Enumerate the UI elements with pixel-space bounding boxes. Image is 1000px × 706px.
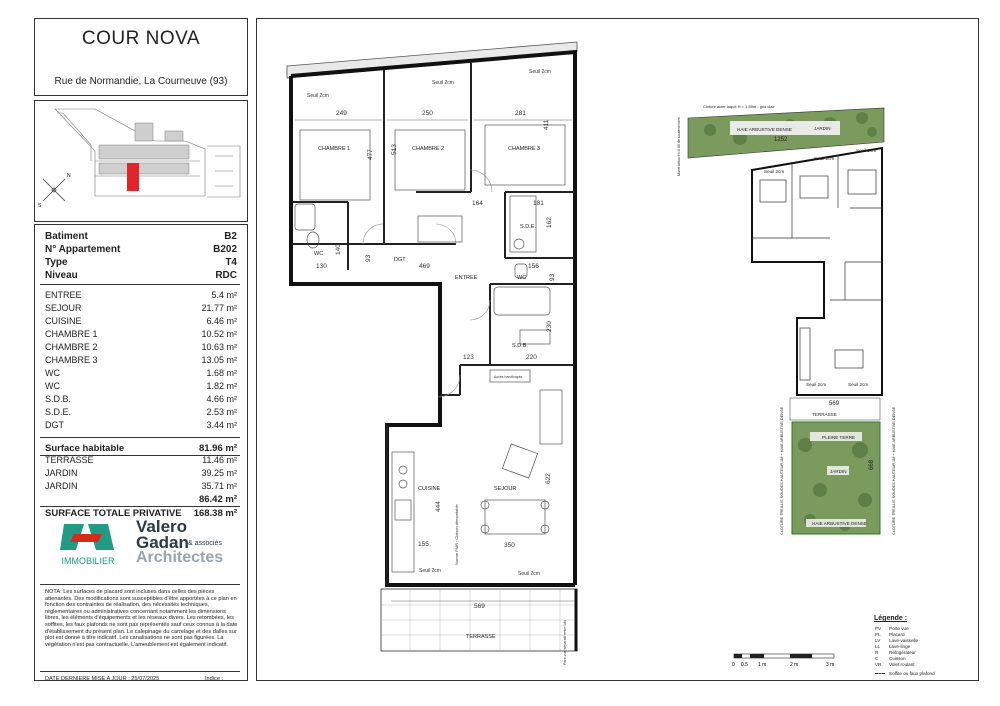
legend-title: Légende : xyxy=(874,615,908,622)
overview-side-right: CLOTURE TREILLIS SOUDES HAUTEUR 1M + HAIE ARBUSTIVE DENSE xyxy=(892,406,896,535)
svg-text:123: 123 xyxy=(463,354,474,361)
svg-text:Seuil 2cm: Seuil 2cm xyxy=(518,571,540,577)
legend-item: LV Lave-vaisselle xyxy=(875,638,919,643)
overview-dim-569: 569 xyxy=(829,401,840,407)
room-row: S.D.E. 2.53 m² xyxy=(45,407,237,417)
svg-text:230: 230 xyxy=(546,321,553,332)
svg-text:93: 93 xyxy=(549,273,556,281)
overview-muret-note: Muret béton H=0.60 de soutènement xyxy=(677,117,681,176)
overview-jardin-bottom: JARDIN xyxy=(830,469,847,474)
svg-text:622: 622 xyxy=(545,473,552,484)
label-cuisine: CUISINE xyxy=(418,486,441,492)
info-batiment: Batiment B2 xyxy=(45,231,237,242)
architect-logo-assoc: & associés xyxy=(188,540,222,547)
overview-top-note: Clôture acier laqué H = 1.50m - gris clair xyxy=(703,104,775,109)
svg-text:130: 130 xyxy=(316,263,327,270)
surface-totale: SURFACE TOTALE PRIVATIVE 168.38 m² xyxy=(45,508,237,519)
label-sde: S.D.E. xyxy=(520,224,536,230)
legend-item: C Cuisson xyxy=(875,656,906,661)
indice-label: Indice : xyxy=(205,676,224,682)
label-wc-2: WC xyxy=(517,275,527,281)
overview-pleine-terre: PLEINE TERRE xyxy=(822,435,856,440)
room-row: DGT 3.44 m² xyxy=(45,420,237,430)
svg-text:0.5: 0.5 xyxy=(741,662,748,668)
svg-text:569: 569 xyxy=(474,603,485,610)
legend-item: VR Volet roulant xyxy=(875,662,915,667)
site-plan xyxy=(35,101,247,221)
svg-text:350: 350 xyxy=(504,542,515,549)
overview-dim-668: 668 xyxy=(869,459,875,470)
update-date: DATE DERNIERE MISE A JOUR : 25/07/2025 xyxy=(45,676,160,682)
room-row: ENTREE 5.4 m² xyxy=(45,290,237,300)
acces-handicapes-label: Accès handicapés xyxy=(494,375,523,379)
exterior-row: TERRASSE 11.46 m² xyxy=(45,455,237,465)
room-row: CUISINE 6.46 m² xyxy=(45,316,237,326)
svg-text:156: 156 xyxy=(528,263,539,270)
overview-seuil-5: Seuil 2cm xyxy=(848,382,869,387)
overview-terrasse: TERRASSE xyxy=(812,412,837,417)
svg-text:3 m: 3 m xyxy=(826,662,835,668)
pmr-note: Norme PMR : Cloison démontable xyxy=(454,504,459,565)
overview-plan xyxy=(665,95,905,550)
svg-text:Seuil 2cm: Seuil 2cm xyxy=(307,93,329,99)
surface-habitable: Surface habitable 81.96 m² xyxy=(45,443,237,454)
svg-text:181: 181 xyxy=(533,200,544,207)
label-entree: ENTREE xyxy=(455,275,478,281)
overview-dim-top: 1252 xyxy=(774,137,788,143)
svg-text:164: 164 xyxy=(472,200,483,207)
svg-text:2 m: 2 m xyxy=(790,662,799,668)
svg-text:250: 250 xyxy=(422,110,433,117)
info-appartement: N° Appartement B202 xyxy=(45,244,237,255)
svg-text:444: 444 xyxy=(435,501,442,512)
svg-text:0: 0 xyxy=(732,662,735,668)
nota-text: NOTA: Les surfaces de placard sont incluses dans celles des pièces attenantes. Des modifications sont susceptibles d'être apportées à ce plan en fonction des contraintes de réalisation, des nécessités techniques, réglementaires ou administratives concernant notamment les dimensions libres, les éléments d'équipements et les réseaux divers. Les retombées, les soffites, les faux plafonds ne sont pas représentés sauf ceux connus à la date d'établissement du présent plan. Le calepinage du carrelage et des dalles sur plot est donné à titre indicatif. Les canalisations ne sont pas figurées. La végétation n'est pas contractuelle. L'ameublement est également indicatif. xyxy=(45,589,238,648)
svg-text:93: 93 xyxy=(365,254,372,262)
overview-haie-bottom: HAIE ARBUSTIVE DENSE xyxy=(812,521,867,526)
svg-text:162: 162 xyxy=(546,217,553,228)
svg-text:Seuil 2cm: Seuil 2cm xyxy=(529,69,551,75)
room-row: CHAMBRE 2 10.63 m² xyxy=(45,342,237,352)
room-row: SEJOUR 21.77 m² xyxy=(45,303,237,313)
label-dgt: DGT xyxy=(394,257,406,263)
architect-logo-valero: Valero xyxy=(136,517,188,536)
svg-text:281: 281 xyxy=(515,110,526,117)
apartment-floor-plan xyxy=(257,19,597,679)
overview-seuil-3: Seuil 2cm xyxy=(856,148,877,153)
legend-item: Soffite ou faux plafond xyxy=(875,671,965,677)
architect-logo-gadan: Gadan xyxy=(136,533,189,552)
legend-item: PV Porte vue xyxy=(875,626,909,631)
label-chambre-3: CHAMBRE 3 xyxy=(508,146,541,152)
room-row: WC 1.82 m² xyxy=(45,381,237,391)
svg-text:140: 140 xyxy=(335,244,342,255)
label-wc-1: WC xyxy=(314,251,324,257)
svg-text:513: 513 xyxy=(391,144,398,155)
svg-text:Seuil 2cm: Seuil 2cm xyxy=(419,568,441,574)
project-address: Rue de Normandie, La Courneuve (93) xyxy=(54,76,228,87)
overview-side-left: CLOTURE TREILLIS SOUDES HAUTEUR 1M + HAIE ARBUSTIVE DENSE xyxy=(780,406,784,535)
svg-text:S: S xyxy=(38,203,42,209)
overview-seuil-4: Seuil 2cm xyxy=(806,382,827,387)
label-sejour: SEJOUR xyxy=(494,486,517,492)
compass-icon xyxy=(43,179,65,201)
legend-item: R Réfrigérateur xyxy=(875,650,916,655)
svg-text:N: N xyxy=(67,173,71,179)
svg-text:411: 411 xyxy=(543,119,550,130)
legend-item: PL Placard xyxy=(875,632,905,637)
info-niveau: Niveau RDC xyxy=(45,270,237,281)
svg-text:1 m: 1 m xyxy=(758,662,767,668)
pare-vue-note: Pare-vue séparatif entre lots xyxy=(563,619,567,665)
svg-text:220: 220 xyxy=(526,354,537,361)
label-chambre-2: CHAMBRE 2 xyxy=(412,146,445,152)
ca-immobilier-label: IMMOBILIER xyxy=(61,556,115,566)
scale-bar xyxy=(730,652,842,670)
room-row: CHAMBRE 3 13.05 m² xyxy=(45,355,237,365)
svg-text:155: 155 xyxy=(418,541,429,548)
exterior-row: JARDIN 35.71 m² xyxy=(45,481,237,491)
overview-seuil-2: Seuil 2cm xyxy=(814,156,835,161)
label-terrasse: TERRASSE xyxy=(466,634,496,640)
svg-text:Seuil 2cm: Seuil 2cm xyxy=(432,80,454,86)
architect-logo-architectes: Architectes xyxy=(136,549,224,566)
room-row: CHAMBRE 1 10.52 m² xyxy=(45,329,237,339)
project-name: COUR NOVA xyxy=(81,28,201,49)
label-sdb: S.D.B. xyxy=(512,343,528,349)
svg-text:249: 249 xyxy=(336,110,347,117)
legend-item: LL Lave-linge xyxy=(875,644,911,649)
info-type: Type T4 xyxy=(45,257,237,268)
exterior-row: JARDIN 39.25 m² xyxy=(45,468,237,478)
overview-seuil-1: Seuil 2cm xyxy=(764,169,785,174)
svg-text:477: 477 xyxy=(367,149,374,160)
overview-haie-top: HAIE ARBUSTIVE DENSE xyxy=(737,127,792,132)
room-row: WC 1.68 m² xyxy=(45,368,237,378)
svg-text:469: 469 xyxy=(419,263,430,270)
label-chambre-1: CHAMBRE 1 xyxy=(318,146,351,152)
room-row: S.D.B. 4.66 m² xyxy=(45,394,237,404)
credit-agricole-logo xyxy=(58,520,118,556)
overview-jardin-top: JARDIN xyxy=(814,126,831,131)
legend-list xyxy=(875,626,965,677)
